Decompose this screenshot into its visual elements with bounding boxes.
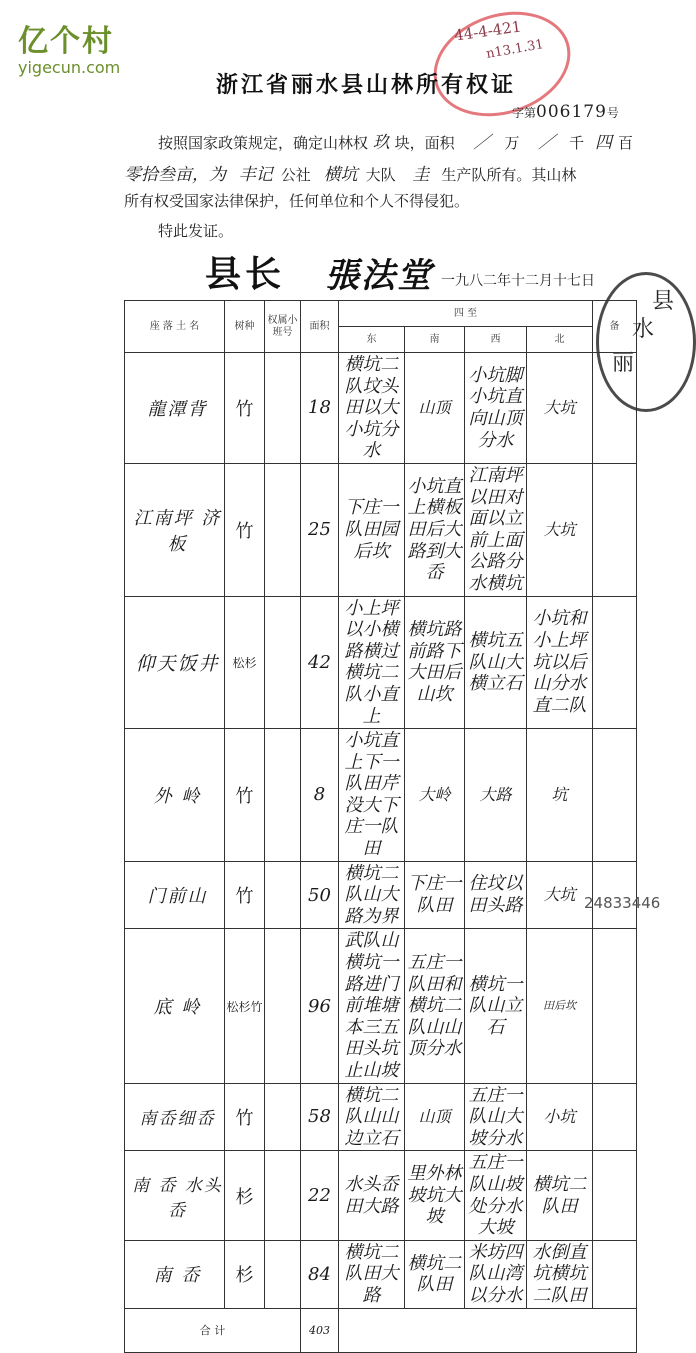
text-segment: 生产队所有。其山林 xyxy=(441,166,577,184)
table-total-row xyxy=(125,1308,637,1352)
cell-area: 8 xyxy=(301,729,339,862)
cell-east: 横坑二队坟头田以大小坑分水 xyxy=(339,353,405,464)
cell-south: 里外林坡坑大坡 xyxy=(405,1151,465,1240)
cell-east: 横坑二队山山边立石 xyxy=(339,1083,405,1151)
cell-west: 小坑脚小坑直向山顶分水 xyxy=(465,353,527,464)
cell-east: 下庄一队田园后坎 xyxy=(339,463,405,596)
cell-species: 杉 xyxy=(225,1240,265,1308)
stamp-char: 水 xyxy=(632,317,655,342)
cell-location: 南 岙 水头岙 xyxy=(125,1151,225,1240)
cell-owner-class xyxy=(265,463,301,596)
cell-west: 横坑五队山大横立石 xyxy=(465,596,527,729)
handwritten-wan: ／ xyxy=(473,133,491,153)
certificate-number xyxy=(512,102,619,122)
handwritten-brigade: 横坑 xyxy=(323,165,358,185)
cell-north: 田后坎 xyxy=(527,929,593,1083)
cell-east: 横坑二队山大路为界 xyxy=(339,861,405,929)
header-owner-class: 权属小班号 xyxy=(265,301,301,353)
cell-owner-class xyxy=(265,929,301,1083)
cell-north: 坑 xyxy=(527,729,593,862)
cell-area: 22 xyxy=(301,1151,339,1240)
cell-remark xyxy=(593,929,637,1083)
cell-south: 横坑二队田 xyxy=(405,1240,465,1308)
cell-east: 横坑二队田大路 xyxy=(339,1240,405,1308)
cell-south: 五庄一队田和横坑二队山山顶分水 xyxy=(405,929,465,1083)
cell-owner-class xyxy=(265,861,301,929)
text-segment: 块，面积 xyxy=(394,134,455,152)
total-label: 合 计 xyxy=(125,1308,301,1352)
watermark-logo-text: 亿个村 xyxy=(18,24,114,59)
watermark-site-text: yigecun.com xyxy=(18,58,121,77)
table-row xyxy=(125,1083,637,1151)
table-row xyxy=(125,729,637,862)
handwritten-area-tail: 零拾叁亩，为 xyxy=(124,165,226,185)
body-line-4: 特此发证。 xyxy=(158,222,234,240)
table-row xyxy=(125,596,637,729)
cert-suffix: 号 xyxy=(606,106,619,120)
stamp-char: 丽 xyxy=(612,351,635,376)
text-segment: 万 xyxy=(504,134,520,152)
cell-south: 小坑直上横板田后大路到大岙 xyxy=(405,463,465,596)
cell-species: 竹 xyxy=(225,729,265,862)
total-empty xyxy=(339,1308,637,1352)
land-ownership-table xyxy=(124,300,637,1353)
table-row xyxy=(125,929,637,1083)
cell-east: 水头岙田大路 xyxy=(339,1151,405,1240)
table-row xyxy=(125,1151,637,1240)
cell-south: 山顶 xyxy=(405,1083,465,1151)
text-segment: 按照国家政策规定，确定山林权 xyxy=(158,134,369,152)
cell-location: 底 岭 xyxy=(125,929,225,1083)
cell-area: 96 xyxy=(301,929,339,1083)
text-segment: 百 xyxy=(617,134,633,152)
handwritten-block-count: 玖 xyxy=(372,133,390,153)
signature-name: 張法堂 xyxy=(325,256,433,296)
watermark-logo xyxy=(18,16,120,77)
cell-remark xyxy=(593,463,637,596)
cell-owner-class xyxy=(265,1083,301,1151)
cell-west: 江南坪以田对面以立前上面公路分水横坑 xyxy=(465,463,527,596)
signature-title: 县长 xyxy=(205,253,286,295)
cell-east: 小上坪以小横路横过横坑二队小直上 xyxy=(339,596,405,729)
cell-location: 南 岙 xyxy=(125,1240,225,1308)
cert-number-value: 006179 xyxy=(536,102,607,122)
cell-south: 下庄一队田 xyxy=(405,861,465,929)
cell-location: 外 岭 xyxy=(125,729,225,862)
cell-west: 住坟以田头路 xyxy=(465,861,527,929)
cell-north: 大坑 xyxy=(527,463,593,596)
cell-north: 小坑和小上坪坑以后山分水直二队 xyxy=(527,596,593,729)
cell-north: 大坑 xyxy=(527,861,593,929)
cell-owner-class xyxy=(265,596,301,729)
seal-code-line2: n13.1.31 xyxy=(485,37,545,62)
seal-code-line1: 44-4-421 xyxy=(453,17,523,45)
cell-location: 南岙细岙 xyxy=(125,1083,225,1151)
cell-area: 42 xyxy=(301,596,339,729)
cell-east: 小坑直上下一队田芹没大下庄一队田 xyxy=(339,729,405,862)
handwritten-bai: 四 xyxy=(594,133,612,153)
signature-row xyxy=(205,246,645,294)
cell-remark xyxy=(593,1083,637,1151)
cell-west: 大路 xyxy=(465,729,527,862)
footer-document-id: 24833446 xyxy=(584,894,661,912)
cell-west: 五庄一队山大坡分水 xyxy=(465,1083,527,1151)
cell-west: 米坊四队山湾以分水 xyxy=(465,1240,527,1308)
header-east: 东 xyxy=(339,327,405,353)
header-south: 南 xyxy=(405,327,465,353)
cell-owner-class xyxy=(265,1240,301,1308)
cert-prefix: 字第 xyxy=(512,106,537,120)
cell-remark xyxy=(593,353,637,464)
cell-area: 50 xyxy=(301,861,339,929)
text-segment: 公社 xyxy=(280,166,311,184)
header-location: 座 落 土 名 xyxy=(125,301,225,353)
cell-north: 横坑二队田 xyxy=(527,1151,593,1240)
cell-location: 江南坪 济 板 xyxy=(125,463,225,596)
header-species: 树种 xyxy=(225,301,265,353)
cell-east: 武队山横坑一路进门前堆塘本三五田头坑止山坡 xyxy=(339,929,405,1083)
cell-north: 水倒直坑横坑二队田 xyxy=(527,1240,593,1308)
total-area: 403 xyxy=(301,1308,339,1352)
cell-area: 84 xyxy=(301,1240,339,1308)
body-line-1 xyxy=(158,128,678,153)
cell-species: 杉 xyxy=(225,1151,265,1240)
cell-area: 25 xyxy=(301,463,339,596)
cell-species: 竹 xyxy=(225,353,265,464)
text-segment: 大队 xyxy=(365,166,396,184)
handwritten-team: 圭 xyxy=(412,165,430,185)
cell-species: 竹 xyxy=(225,1083,265,1151)
cell-species: 竹 xyxy=(225,463,265,596)
handwritten-commune: 丰记 xyxy=(238,165,273,185)
cell-owner-class xyxy=(265,353,301,464)
cell-south: 大岭 xyxy=(405,729,465,862)
cell-west: 五庄一队山坡处分水大坡 xyxy=(465,1151,527,1240)
table-row xyxy=(125,463,637,596)
cell-remark xyxy=(593,729,637,862)
header-area: 面积 xyxy=(301,301,339,353)
cell-remark xyxy=(593,596,637,729)
cell-north: 大坑 xyxy=(527,353,593,464)
cell-area: 58 xyxy=(301,1083,339,1151)
cell-location: 门前山 xyxy=(125,861,225,929)
cell-south: 山顶 xyxy=(405,353,465,464)
cell-location: 仰天饭井 xyxy=(125,596,225,729)
body-line-2 xyxy=(124,160,644,185)
stamp-char: 县 xyxy=(652,289,675,314)
cell-remark xyxy=(593,1240,637,1308)
text-segment: 千 xyxy=(569,134,585,152)
table-row xyxy=(125,353,637,464)
header-remark: 备 xyxy=(593,301,637,353)
table-row xyxy=(125,861,637,929)
cell-species: 竹 xyxy=(225,861,265,929)
header-north: 北 xyxy=(527,327,593,353)
cell-area: 18 xyxy=(301,353,339,464)
cell-location: 龍潭背 xyxy=(125,353,225,464)
document-title: 浙江省丽水县山林所有权证 xyxy=(216,72,517,98)
cell-owner-class xyxy=(265,729,301,862)
cell-west: 横坑一队山立石 xyxy=(465,929,527,1083)
cell-south: 横坑路前路下大田后山坎 xyxy=(405,596,465,729)
cell-species: 松杉竹 xyxy=(225,929,265,1083)
header-west: 西 xyxy=(465,327,527,353)
cell-north: 小坑 xyxy=(527,1083,593,1151)
cell-owner-class xyxy=(265,1151,301,1240)
cell-species: 松杉 xyxy=(225,596,265,729)
handwritten-qian: ／ xyxy=(538,133,556,153)
signature-date: 一九八二年十二月十七日 xyxy=(441,273,595,289)
table-row xyxy=(125,1240,637,1308)
header-boundary: 四 至 xyxy=(339,301,593,327)
body-line-3: 所有权受国家法律保护，任何单位和个人不得侵犯。 xyxy=(124,192,470,210)
cell-remark xyxy=(593,1151,637,1240)
